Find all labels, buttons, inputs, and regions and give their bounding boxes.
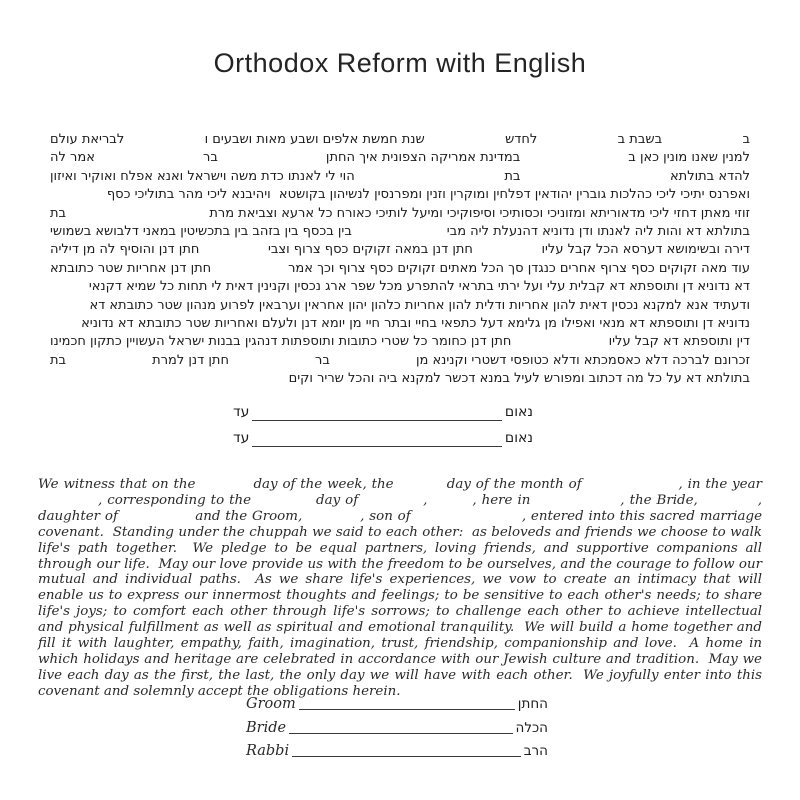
- hebrew-line: [50, 131, 750, 149]
- signature-row: [246, 743, 548, 760]
- hebrew-line: [50, 168, 750, 186]
- signature-row: [246, 720, 548, 737]
- hebrew-segment: נדוניא דן ותוספתא דא מנאי ואפילו מן גלימא דעל כתפאי בחיי ובתר חיי מן יומא דנן ולעלם ואחריות שטר כתובתא דא נדוניא: [81, 315, 750, 331]
- signature-line: [299, 709, 515, 710]
- hebrew-segment: ודעתיד אנא למקנא נכסין דאית להון אחריות ודלית להון אחריות כלהון יהון אחראין וערבאין לפרוע מנהון שטר כתובתא דא: [89, 297, 750, 313]
- hebrew-line: [50, 352, 750, 370]
- hebrew-segment: לחדש: [505, 132, 538, 147]
- hebrew-segment: אמר לה: [50, 150, 95, 166]
- hebrew-segment: הוי לי לאנתו כדת משה וישראל ואנא אפלח ואוקיר ואיזון: [50, 168, 355, 184]
- hebrew-segment: לבריאת עולם: [50, 132, 125, 147]
- hebrew-segment: חתן דנן אחריות שטר כתובתא: [50, 260, 212, 276]
- hebrew-segment: במדינת אמריקה הצפונית איך החתן: [325, 150, 521, 166]
- hebrew-segment: חתן דנן למרת: [152, 352, 229, 368]
- hebrew-segment: חתן דנן והוסיף לה מן דיליה: [50, 242, 200, 258]
- hebrew-segment: שנת חמשת אלפים ושבע מאות ושבעים ו: [204, 132, 425, 147]
- witness-speaker-label: נאום: [504, 404, 533, 420]
- signature-line: [289, 733, 512, 734]
- signature-row: [246, 696, 548, 713]
- hebrew-segment: בת: [50, 352, 67, 368]
- witness-ed-label: עד: [233, 404, 250, 420]
- witness-row: [233, 404, 533, 424]
- hebrew-segment: ואפרנס יתיכי ליכי כהלכות גוברין יהודאין דפלחין ומוקרין וזנין ומפרנסין לנשיהון בקושטא ויהיבנא ליכי מהר בתוליכי כסף: [106, 187, 750, 203]
- hebrew-line: [50, 370, 750, 388]
- hebrew-text-block: [50, 131, 750, 388]
- hebrew-segment: בר: [315, 352, 330, 368]
- hebrew-segment: חתן דנן כחומר כל שטרי כתובות ותוספתות דנהגין בבנות ישראל העשויין כתקון חכמינו: [50, 334, 512, 350]
- witness-signature-block: [233, 404, 533, 456]
- signature-english-label: Groom: [246, 696, 296, 712]
- hebrew-line: [50, 315, 750, 333]
- hebrew-segment: בין בכסף בין בזהב בין בתכשיטין במאני דלבושא בשמושי: [50, 223, 352, 239]
- hebrew-segment: בת: [504, 168, 521, 184]
- signature-line: [292, 756, 521, 757]
- signature-english-label: Bride: [246, 719, 287, 736]
- signature-hebrew-label: החתן: [517, 696, 548, 712]
- witness-row: [233, 430, 533, 450]
- hebrew-line: [50, 333, 750, 351]
- hebrew-line: [50, 149, 750, 167]
- hebrew-segment: חתן דנן במאה זקוקים כסף צרוף וצבי: [267, 242, 473, 258]
- hebrew-line: [50, 260, 750, 278]
- signature-english-label: Rabbi: [246, 743, 290, 759]
- signature-hebrew-label: הכלה: [515, 719, 548, 736]
- hebrew-line: [50, 241, 750, 259]
- hebrew-segment: בר: [202, 150, 218, 166]
- hebrew-segment: ב: [742, 132, 750, 147]
- hebrew-segment: דירה ובשימושא דערסא הכל קבל עליו: [541, 242, 750, 258]
- hebrew-line: [50, 205, 750, 223]
- hebrew-segment: למנין שאנו מונין כאן ב: [628, 150, 750, 166]
- witness-speaker-label: נאום: [504, 430, 533, 446]
- document-title: Orthodox Reform with English: [213, 48, 587, 78]
- signature-hebrew-label: הרב: [523, 743, 548, 759]
- hebrew-segment: להדא בתולתא: [669, 168, 750, 184]
- hebrew-segment: זכרונם לברכה דלא כאסמכתא ודלא כטופסי דשטרי וקנינא מן: [415, 352, 750, 368]
- signature-block: [246, 696, 548, 767]
- witness-ed-label: עד: [233, 430, 250, 446]
- hebrew-line: [50, 297, 750, 315]
- english-vows-paragraph: We witness that on the day of the week, the day of the month of , in the year , corresponding to the day of , , here in , the Bride, , daughter of and the Groom, , son of , entered into this sacred marriage covenant. Standing under the chuppah we said to each other: as beloveds and friends we choose to walk life's path together. We pledge to be equal partners, loving friends, and supportive companions all through our life. May our love provide us with the freedom to be ourselves, and the courage to follow our mutual and individual paths. As we share life's experiences, we vow to create an intimacy that will enable us to express our innermost thoughts and feelings; to be sensitive to each other's needs; to share life's joys; to comfort each other through life's sorrows; to challenge each other to achieve intellectual and physical fulfillment as well as spiritual and emotional tranquility. We will build a home together and fill it with laughter, empathy, faith, imagination, trust, friendship, companionship and love. A home in which holidays and heritage are celebrated in accordance with our Jewish culture and tradition. May we live each day as the first, the last, the only day we will have with each other. We joyfully enter into this covenant and solemnly accept the obligations herein.: [38, 477, 762, 699]
- hebrew-segment: דין ותוספתא דא קבל עליו: [608, 334, 750, 350]
- hebrew-line: [50, 186, 750, 204]
- hebrew-segment: בתולתא דא והות ליה לאנתו ודן נדוניא דהנעלת ליה מבי: [446, 223, 750, 239]
- witness-signature-line: [252, 420, 502, 421]
- hebrew-segment: דא נדוניא דן ותוספתא דא קבלית עלי ועל ירתי בתראי להתפרע מכל שפר ארג נכסין וקנינין דאית לי תחות כל שמיא דקנאי: [88, 279, 750, 295]
- hebrew-line: [50, 223, 750, 241]
- hebrew-line: [50, 278, 750, 296]
- hebrew-segment: בשבת ב: [617, 132, 663, 147]
- hebrew-segment: עוד מאה זקוקים כסף צרוף אחרים כנגדן סך הכל מאתים זקוקים כסף צרוף וכך אמר: [288, 260, 750, 276]
- hebrew-segment: בתולתא דא על כל מה דכתוב ומפורש לעיל במנא דכשר למקנא ביה והכל שריר וקים: [288, 371, 750, 387]
- witness-signature-line: [252, 446, 502, 447]
- hebrew-segment: זוזי מאתן דחזי ליכי מדאוריתא ומזוניכי וכסותיכי וסיפוקיכי ומיעל לותיכי כאורח כל ארעא וצביאת מרת: [209, 205, 750, 221]
- hebrew-segment: בת: [50, 205, 67, 221]
